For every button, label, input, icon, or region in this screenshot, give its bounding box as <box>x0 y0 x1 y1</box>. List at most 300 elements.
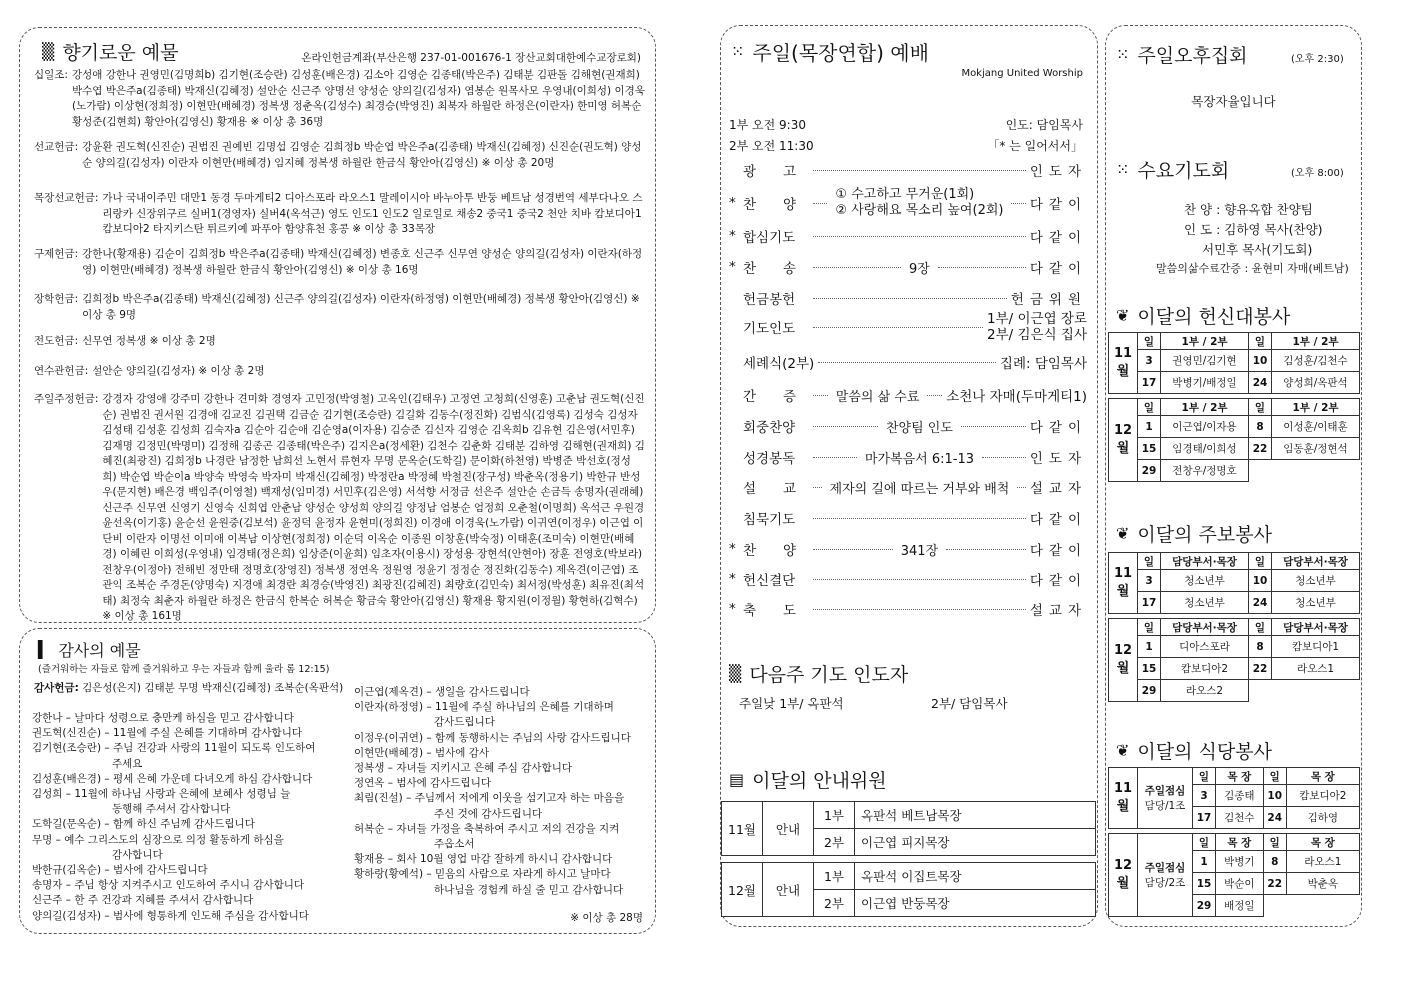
schedule-name: 김성훈/김천수 <box>1272 350 1360 372</box>
schedule-name: 임동훈/정현석 <box>1272 438 1360 460</box>
worship-panel <box>720 25 1098 927</box>
thanks-item: 정연옥 – 범사에 감사드립니다 <box>354 777 491 790</box>
dotted-leader <box>813 236 1026 237</box>
afternoon-title: 주일오후집회 <box>1137 45 1248 67</box>
guide-month: 11월 <box>722 802 763 856</box>
schedule-name: 김종태 <box>1216 785 1264 807</box>
thanks-item: 김성희 – 11월에 하나님 사랑과 은혜에 보혜사 성령님 늘 <box>32 788 291 801</box>
offering-names: 강윤환 권도혁(신진순) 권범진 권예빈 김명섭 김영순 김희정b 박순엽 박은주a(김종태) 박재신(김혜정) 신진순(권도혁) 양성순 양의길(김성자) 이란자 이현만(배혜경) 임지혜 정복생 하월란 한금식 황안아(김영신) ※ 이상 총 20명 <box>82 141 642 169</box>
schedule-label-sub: 담당/2조 <box>1144 877 1186 889</box>
schedule-head: 일 <box>1138 399 1161 416</box>
stand-mark: * <box>729 601 736 617</box>
schedule-head: 1부 / 2부 <box>1272 399 1360 416</box>
schedule-day: 29 <box>1193 895 1216 917</box>
schedule-head: 일 <box>1263 768 1286 785</box>
order-name: 헌신결단 <box>743 573 796 589</box>
bulletin-title: 이달의 주보봉사 <box>1137 524 1272 546</box>
thanks-item-cont: 하나님을 경험케 하실 줄 믿고 감사합니다 <box>434 883 624 896</box>
guide-part: 2부 <box>814 890 855 917</box>
wed-line-1: 찬 양 : 향유옥합 찬양팀 <box>1184 202 1313 217</box>
schedule-name: 라오스2 <box>1161 680 1249 702</box>
schedule-row <box>1109 680 1360 702</box>
dotted-leader <box>813 487 822 488</box>
schedule-head: 일 <box>1138 553 1161 570</box>
schedule-label-main: 주일점심 <box>1144 862 1186 874</box>
order-row <box>729 476 1087 498</box>
offering-row <box>34 68 645 130</box>
offering-label: 장학헌금: <box>34 293 79 305</box>
thanks-item: 허복순 – 자녀들 가정을 축복하여 주시고 저의 건강을 지켜 <box>354 822 620 835</box>
thanks-item: 신근주 – 한 주 건강과 지혜를 주셔서 감사합니다 <box>32 894 254 907</box>
order-row <box>729 384 1087 406</box>
schedule-day: 3 <box>1193 785 1216 807</box>
thanks-item: 도학길(문옥순) – 함께 하신 주님께 감사드립니다 <box>32 818 255 831</box>
schedule-day: 17 <box>1138 372 1161 394</box>
schedule-name: 청소년부 <box>1272 570 1360 592</box>
schedule-day: 15 <box>1193 873 1216 895</box>
offering-label: 구제헌금: <box>34 248 79 260</box>
schedule-name: 전창우/정명호 <box>1161 460 1249 482</box>
bars-icon: ▒ <box>729 664 742 683</box>
order-name: 찬 송 <box>743 261 797 277</box>
stand-mark: * <box>729 571 736 587</box>
guide-table <box>721 801 1096 917</box>
schedule-row <box>1109 592 1360 614</box>
order-row <box>729 159 1087 181</box>
stand-mark: * <box>729 195 736 211</box>
dotted-leader <box>813 395 828 396</box>
schedule-name: 이근엽/이자용 <box>1161 416 1249 438</box>
offering-names: 김희정b 박은주a(김종태) 박재신(김혜정) 신근주 양의길(김성자) 이란자(하정영) 이현만(배혜경) 정복생 황안아(김영신) ※ 이상 총 9명 <box>82 293 640 321</box>
schedule-name: 라오스1 <box>1272 658 1360 680</box>
dotted-leader <box>813 549 893 550</box>
schedule-name: 캄보디아2 <box>1286 785 1359 807</box>
schedule-day: 24 <box>1249 592 1272 614</box>
order-person: 다같이 <box>1029 512 1087 528</box>
order-name: 헌금봉헌 <box>743 292 796 308</box>
schedule-head: 목 장 <box>1286 834 1359 851</box>
guide-row <box>722 802 1096 829</box>
thanks-item: 강한나 – 날마다 성령으로 충만케 하심을 믿고 감사합니다 <box>32 712 294 724</box>
offering-label: 목장선교헌금: <box>34 192 99 204</box>
stand-mark: * <box>729 259 736 275</box>
schedule-day: 3 <box>1138 570 1161 592</box>
order-name: 성경봉독 <box>743 451 796 467</box>
wed-time: (오후 8:00) <box>1291 168 1344 179</box>
schedule-name: 디아스포라 <box>1161 636 1249 658</box>
offering-label: 선교헌금: <box>34 141 79 153</box>
schedule-label <box>1138 768 1193 829</box>
guide-part: 1부 <box>814 802 855 829</box>
bars-icon: ▒ <box>42 42 55 61</box>
dotted-leader <box>961 426 1026 427</box>
right-panel <box>1105 25 1362 927</box>
order-person: 1부/ 이근엽 장로 2부/ 김은식 집사 <box>987 311 1087 343</box>
dotted-leader <box>813 327 983 328</box>
schedule-head: 일 <box>1263 834 1286 851</box>
schedule-head: 일 <box>1138 333 1161 350</box>
schedule-month: 11 월 <box>1109 333 1138 394</box>
order-person: 헌금위원 <box>1010 292 1087 308</box>
schedule-day: 24 <box>1249 372 1272 394</box>
thanks-item-cont: 감사합니다 <box>112 848 163 861</box>
schedule-day: 3 <box>1138 350 1161 372</box>
order-row <box>729 256 1087 278</box>
guide-gap <box>722 856 1096 863</box>
schedule-head: 일 <box>1193 834 1216 851</box>
dotted-leader <box>1017 487 1026 488</box>
thanks-item: 김성훈(배은경) – 평세 은혜 가운데 다녀오게 하심 감사합니다 <box>32 772 313 785</box>
thanks-item: 양의길(김성자) – 범사에 형통하게 인도해 주심을 감사합니다 <box>32 909 309 922</box>
thanks-panel <box>19 628 656 934</box>
schedule-day: 29 <box>1138 680 1161 702</box>
dotted-leader <box>813 267 901 268</box>
thanks-label: 감사헌금: <box>34 682 79 694</box>
schedule-head-row <box>1109 768 1360 785</box>
worship-theme: 「* 는 일어서서」 <box>987 139 1083 153</box>
order-row <box>729 568 1087 590</box>
order-person: 다같이 <box>1029 197 1088 213</box>
schedule-day: 8 <box>1249 636 1272 658</box>
order-name: 회중찬양 <box>743 420 796 436</box>
schedule-day: 15 <box>1138 658 1161 680</box>
thanks-item: 이란자(하정영) – 11월에 주실 하나님의 은혜를 기대하며 <box>354 701 614 714</box>
order-person: 설교자 <box>1029 603 1087 619</box>
schedule-month: 11 월 <box>1109 553 1138 614</box>
schedule-day: 22 <box>1249 658 1272 680</box>
thanks-item-cont: 주옵소서 <box>434 838 475 851</box>
offering-row <box>34 292 645 323</box>
guide-name: 옥판석 이집트목장 <box>855 863 1096 890</box>
order-person: 다같이 <box>1029 420 1087 436</box>
schedule-name: 캄보디아1 <box>1272 636 1360 658</box>
guide-row <box>722 863 1096 890</box>
schedule-head: 목 장 <box>1216 834 1264 851</box>
schedule-day: 8 <box>1263 851 1286 873</box>
schedule-head: 목 장 <box>1286 768 1359 785</box>
schedule-head: 1부 / 2부 <box>1161 399 1249 416</box>
dotted-leader <box>813 426 878 427</box>
schedule-day: 10 <box>1263 785 1286 807</box>
offering-row <box>34 191 645 238</box>
order-name: 광 고 <box>743 164 797 180</box>
afternoon-time: (오후 2:30) <box>1291 54 1344 65</box>
worship-subtitle: Mokjang United Worship <box>961 68 1083 79</box>
guide-role: 안내 <box>763 802 814 856</box>
offerings-header <box>42 38 641 65</box>
schedule-day: 24 <box>1263 807 1286 829</box>
schedule-head-row <box>1109 333 1360 350</box>
dotted-leader <box>813 203 827 204</box>
time-1: 1부 오전 9:30 <box>729 118 806 132</box>
schedule-row <box>1109 460 1360 482</box>
schedule-head: 일 <box>1249 333 1272 350</box>
order-detail: ① 수고하고 무거운(1회) ② 사랑해요 목소리 높여(2회) <box>835 187 1004 218</box>
schedule-head: 담당부서·목장 <box>1161 619 1249 636</box>
schedule-day: 15 <box>1138 438 1161 460</box>
guide-part: 1부 <box>814 863 855 890</box>
clover-icon: ❦ <box>1116 524 1130 543</box>
schedule-day: 17 <box>1138 592 1161 614</box>
order-row <box>729 287 1087 309</box>
schedule-day: 22 <box>1263 873 1286 895</box>
schedule-head-row <box>1109 834 1360 851</box>
order-name: 침묵기도 <box>743 512 796 528</box>
offerings-title: 향기로운 예물 <box>62 42 179 64</box>
thanks-item: 최림(진설) – 주님께서 저에게 이웃을 섬기고자 하는 마음을 <box>354 792 625 805</box>
schedule-row <box>1109 636 1360 658</box>
thanks-item: 박한규(김옥순) – 범사에 감사드립니다 <box>32 864 208 877</box>
schedule-label-main: 주일점심 <box>1144 785 1186 797</box>
order-detail: 341장 <box>900 543 939 559</box>
schedule-head: 1부 / 2부 <box>1272 333 1360 350</box>
schedule-name: 청소년부 <box>1161 592 1249 614</box>
stand-mark: * <box>729 541 736 557</box>
thanks-item: 황재용 – 회사 10월 영업 마감 잘하게 하시니 감사합니다 <box>354 853 613 866</box>
schedule-head: 담당부서·목장 <box>1272 619 1360 636</box>
schedule-head-row <box>1109 553 1360 570</box>
order-name: 세례식(2부) <box>743 356 815 372</box>
schedule-row <box>1109 658 1360 680</box>
thanks-item: 정복생 – 자녀들 지키시고 은혜 주심 감사합니다 <box>354 762 572 775</box>
dotted-leader <box>946 549 1026 550</box>
dotted-leader <box>1011 203 1025 204</box>
dots-icon: ⁙ <box>1116 160 1130 179</box>
offering-label: 주일주정헌금: <box>34 393 99 405</box>
schedule-name: 박병기/배정일 <box>1161 372 1249 394</box>
offering-names: 가나 국내이주민 대만1 동경 두마게티2 디아스포라 라오스1 말레이시아 바누아투 반둥 베트남 성경번역 세부다나오 스리랑카 신장위구르 실버1(경영자) 실버4(옥석근) 영도 인도1 인도2 일로일로 채송2 중국1 중국2 천안 치바 캄보디아1 캄보디아2 타지키스탄 튀르키예 파푸아 함양휴천 홍콩 ※ 이상 총 33목장 <box>102 192 643 235</box>
offering-names: 설안순 양의길(김성자) ※ 이상 총 2명 <box>92 365 265 377</box>
offering-row <box>34 140 645 171</box>
offering-names: 강경자 강영애 강주미 강한나 견미화 경영자 고민정(박영철) 고옥인(김태우) 고정연 고청희(신영훈) 고춘남 권도혁(신진순) 권범진 권서원 김경애 김교진 김권택 김금순 김기현(조승란) 김길화 김동수(정진화) 김범식(김영록) 김성숙 김성자 김성태 김성훈 김성희 김숙자a 김순아 김순애 김순영a(이자용) 김승준 김신자 김영순 김옥희b 김유현 김은영(서민후) 김재명 김정민(박명미) 김정해 김종곤 김종태(박은주) 김지은a(정세환) 김천수 김춘화 김태분 김하영 김해현(권재희) 김혜진(최광진) 김희정b 나경란 남정한 남희선 노현서 류현자 무명 문옥순(도학길) 문이화(하천영) 박병준 박선호(정성희) 박순엽 박순이a 박양숙 박영숙 박자미 박재신(김혜정) 박정란a 박정혜 박철진(장구성) 박춘옥(정용기) 박한규 반성우(문지현) 배은경 백임주(이영철) 백재성(임미경) 서민후(김은영) 서석향 서정금 선은주 설안순 손금득 송명자(권래혜) 신근주 신무연 신영기 신영숙 신희엽 안춘남 양성순 양성희 양의길 양정남 엄봉순 엄정희 오춘철(이명희) 옥석근 우원경 윤선옥(이기홍) 윤순선 윤원중(김보석) 윤정덕 윤정자 윤현미(정희진) 이경애 이경욱(노가람) 이귀연(이정우) 이근엽 이단비 이란자 이명선 이미애 이복남 이상현(정희정) 이순덕 이옥순 이종원 이창훈(박숙정) 이태훈(조미숙) 이현만(배혜경) 이혜린 이희성(우영내) 임경태(정은희) 임상준(이윤희) 임초자(이용시) 장성용 장현석(안현아) 장훈 전영호(박보라) 전창우(이정아) 전해빈 정만태 정명호(장영진) 정복생 정연옥 정원영 정윤기 정정순 정진화(김동수) 제옥견(이근엽) 조관익 조복순 주경돈(양명숙) 지경애 최경란 최경승(박영진) 최광진(김혜진) 최량호(김민숙) 최서정(박성훈) 최유진(최석태) 최정숙 최춘자 하월란 하정은 한금식 한복순 허복순 황금숙 황안아(김영신) 황재용 황지원(이정월) 황현하(김혁수) ※ 이상 총 161명 <box>102 393 645 622</box>
schedule-head: 1부 / 2부 <box>1161 333 1249 350</box>
schedule-day: 22 <box>1249 438 1272 460</box>
dotted-leader <box>813 518 1026 519</box>
offering-label: 십일조: <box>34 69 68 81</box>
order-row <box>729 225 1087 247</box>
schedule-head-row <box>1109 399 1360 416</box>
dotted-leader <box>982 457 1026 458</box>
next-leader-title: 다음주 기도 인도자 <box>749 664 909 686</box>
thanks-item: 권도혁(신진순) – 11월에 주실 은혜를 기대하며 감사합니다 <box>32 727 302 740</box>
thanks-item-cont: 동행해 주셔서 감사합니다 <box>112 803 231 816</box>
offering-label: 연수관헌금: <box>34 365 89 377</box>
schedule-head: 목 장 <box>1216 768 1264 785</box>
order-name: 합심기도 <box>743 230 796 246</box>
order-name: 설 교 <box>743 481 797 497</box>
worship-leader: 인도: 담임목사 <box>1005 118 1083 132</box>
account-info: 온라인헌금계좌(부산은행 237-01-001676-1 장산교회대한예수교장로회) <box>301 52 641 64</box>
schedule-day: 1 <box>1193 851 1216 873</box>
order-row <box>729 538 1087 560</box>
wed-line-4: 말씀의삶수료간증 : 윤현미 자매(베트남) <box>1156 262 1349 275</box>
clover-icon: ❦ <box>1116 741 1130 760</box>
schedule-name: 박순이 <box>1216 873 1264 895</box>
schedule-name: 김하영 <box>1286 807 1359 829</box>
schedule-name: 박병기 <box>1216 851 1264 873</box>
thanks-item: 이근엽(제옥견) – 생일을 감사드립니다 <box>354 686 530 698</box>
schedule-row <box>1109 372 1360 394</box>
guide-part: 2부 <box>814 829 855 856</box>
schedule-day: 8 <box>1249 416 1272 438</box>
schedule-head: 일 <box>1193 768 1216 785</box>
thanks-item: 이현만(배혜경) – 범사에 감사 <box>354 746 490 759</box>
schedule-name: 청소년부 <box>1161 570 1249 592</box>
order-row <box>729 598 1087 620</box>
order-person: 설교자 <box>1029 481 1088 497</box>
thanks-item: 무명 – 예수 그리스도의 심장으로 의정 활동하게 하심을 <box>32 833 284 846</box>
order-name: 찬 양 <box>743 197 797 213</box>
order-person: 다같이 <box>1029 261 1087 277</box>
order-person: 인도자 <box>1029 164 1087 180</box>
order-row <box>729 507 1087 529</box>
schedule-name: 박춘옥 <box>1286 873 1359 895</box>
order-name: 축 도 <box>743 603 797 619</box>
schedule-name: 양성희/옥판석 <box>1272 372 1360 394</box>
schedule-name: 배정일 <box>1216 895 1264 917</box>
guide-name: 이근엽 반둥목장 <box>855 890 1096 917</box>
offerings-panel <box>19 27 656 623</box>
worship-title: 주일(목장연합) 예배 <box>752 41 929 65</box>
bars-icon: ▤ <box>729 770 745 789</box>
offering-row <box>34 247 645 278</box>
thanks-item-cont: 주세요 <box>112 757 143 770</box>
schedule-day: 29 <box>1138 460 1161 482</box>
schedule-name: 권영민/김기현 <box>1161 350 1249 372</box>
schedule-day: 17 <box>1193 807 1216 829</box>
order-person: 다같이 <box>1029 573 1087 589</box>
order-detail: 9장 <box>909 261 930 277</box>
order-person: 다같이 <box>1029 543 1087 559</box>
thanks-label-text: 김은성(은지) 김태분 무명 박재신(김혜정) 조복순(옥판석) <box>82 682 344 694</box>
schedule-month: 12 월 <box>1109 619 1138 702</box>
offering-names: 강한나(황재용) 김순이 김희정b 박은주a(김종태) 박재신(김혜정) 변종호 신근주 신무연 양성순 양의길(김성자) 이란자(하정영) 이현만(배혜경) 정복생 하월란 한금식 황안아(김영신) ※ 이상 총 16명 <box>82 248 643 276</box>
dotted-leader <box>927 395 942 396</box>
order-row <box>729 186 1087 220</box>
thanks-item-cont: 감사드립니다 <box>434 716 495 729</box>
order-detail: 마가복음서 6:1-13 <box>864 451 974 467</box>
schedule-head: 일 <box>1249 619 1272 636</box>
schedule-day: 1 <box>1138 636 1161 658</box>
order-name: 찬 양 <box>743 543 797 559</box>
wed-line-3: 서민후 목사(기도회) <box>1202 242 1313 257</box>
order-row <box>729 446 1087 468</box>
schedule-head: 일 <box>1249 399 1272 416</box>
next-leader-2: 2부/ 담임목사 <box>931 696 1008 711</box>
order-person: 인도자 <box>1029 451 1088 467</box>
offering-names: 신무연 정복생 ※ 이상 총 2명 <box>82 335 216 347</box>
thanks-item-cont: 주신 것에 감사드립니다 <box>434 807 543 820</box>
schedule-label <box>1138 834 1193 917</box>
guide-role: 안내 <box>763 863 814 917</box>
order-detail: 제자의 길에 따르는 거부와 배척 <box>829 481 1010 497</box>
wed-line-2: 인 도 : 김하영 목사(찬양) <box>1184 222 1323 237</box>
order-row <box>729 310 1087 344</box>
order-name: 간 증 <box>743 389 797 405</box>
meal-table <box>1108 767 1360 917</box>
thanks-item: 송명자 – 주님 항상 지켜주시고 인도하여 주시니 감사합니다 <box>32 879 305 892</box>
schedule-head: 일 <box>1138 619 1161 636</box>
thanks-item: 이정우(이귀연) – 함께 동행하시는 주님의 사랑 감사드립니다 <box>354 731 631 744</box>
order-person: 소천나 자매(두마게티1) <box>946 389 1088 405</box>
next-leader-1: 주일낮 1부/ 옥판석 <box>739 696 844 711</box>
bulletin-table <box>1108 552 1360 702</box>
thanks-item: 김기현(조승란) – 주님 건강과 사랑의 11월이 되도록 인도하여 <box>32 742 316 755</box>
schedule-row <box>1109 570 1360 592</box>
schedule-month: 12 월 <box>1109 399 1138 482</box>
wed-title: 수요기도회 <box>1137 160 1230 182</box>
dotted-leader <box>813 579 1026 580</box>
bars-icon: ▍ <box>38 640 51 659</box>
thanks-total: ※ 이상 총 28명 <box>570 912 643 924</box>
schedule-name: 김천수 <box>1216 807 1264 829</box>
clover-icon: ❦ <box>1116 306 1130 325</box>
order-name: 기도인도 <box>743 321 796 337</box>
dotted-leader <box>813 609 1026 610</box>
schedule-day: 10 <box>1249 570 1272 592</box>
dots-icon: ⁙ <box>1116 45 1130 64</box>
offering-row <box>34 334 645 350</box>
time-2: 2부 오전 11:30 <box>729 139 814 153</box>
schedule-name: 이성훈/이태훈 <box>1272 416 1360 438</box>
schedule-head: 담당부서·목장 <box>1272 553 1360 570</box>
schedule-head-row <box>1109 619 1360 636</box>
dedication-table <box>1108 332 1360 482</box>
schedule-month: 12 월 <box>1109 834 1138 917</box>
dots-icon: ⁙ <box>731 42 745 61</box>
order-detail: 말씀의 삶 수료 <box>835 389 920 405</box>
schedule-row <box>1109 438 1360 460</box>
thanks-verse: (즐거워하는 자들로 함께 즐거워하고 우는 자들과 함께 울라 롬 12:15) <box>38 664 330 675</box>
stand-mark: * <box>729 228 736 244</box>
thanks-title: 감사의 예물 <box>58 641 141 660</box>
schedule-row <box>1109 350 1360 372</box>
guide-name: 옥판석 베트남목장 <box>855 802 1096 829</box>
order-person: 다같이 <box>1029 230 1087 246</box>
schedule-month: 11 월 <box>1109 768 1138 829</box>
afternoon-text: 목장자율입니다 <box>1191 94 1276 109</box>
dotted-leader <box>813 457 857 458</box>
order-row <box>729 351 1087 373</box>
schedule-label-sub: 담당/1조 <box>1144 800 1186 812</box>
guide-title: 이달의 안내위원 <box>752 770 887 792</box>
offering-names: 강성애 강한나 권영민(김명희b) 김기현(조승란) 김성훈(배은경) 김소아 김영순 김종태(박은주) 김태분 김판돌 김해현(권재희) 박수엽 박은주a(김종태) 박재신(김혜정) 설안순 신근주 양명선 양성순 양의길(김성자) 염봉순 원목사모 우영내(이희성) 이경욱(노가람) 이상현(정희정) 이현만(배혜경) 정복생 정춘옥(김성수) 최경승(박영진) 최북자 하월란 하정은(이란자) 한미영 허복순 황성준(김현희) 황안아(김영신) 황재용 ※ 이상 총 36명 <box>71 69 645 128</box>
schedule-head: 일 <box>1249 553 1272 570</box>
schedule-name: 캄보디아2 <box>1161 658 1249 680</box>
guide-month: 12월 <box>722 863 763 917</box>
schedule-day: 10 <box>1249 350 1272 372</box>
dotted-leader <box>813 298 1007 299</box>
schedule-name: 라오스1 <box>1286 851 1359 873</box>
order-row <box>729 415 1087 437</box>
offering-row <box>34 392 645 625</box>
offering-row <box>34 364 645 380</box>
dotted-leader <box>938 267 1026 268</box>
order-person: 집례: 담임목사 <box>999 356 1087 372</box>
dedication-title: 이달의 헌신대봉사 <box>1137 306 1291 328</box>
offering-label: 전도헌금: <box>34 335 79 347</box>
dotted-leader <box>818 362 996 363</box>
dotted-leader <box>813 170 1026 171</box>
guide-name: 이근엽 피지목장 <box>855 829 1096 856</box>
schedule-head: 담당부서·목장 <box>1161 553 1249 570</box>
schedule-row <box>1109 416 1360 438</box>
thanks-item: 황하랑(황예석) – 믿음의 사람으로 자라게 하시고 날마다 <box>354 868 611 881</box>
schedule-name: 청소년부 <box>1272 592 1360 614</box>
order-detail: 찬양팀 인도 <box>885 420 953 436</box>
schedule-day: 1 <box>1138 416 1161 438</box>
schedule-name: 임경태/이희성 <box>1161 438 1249 460</box>
